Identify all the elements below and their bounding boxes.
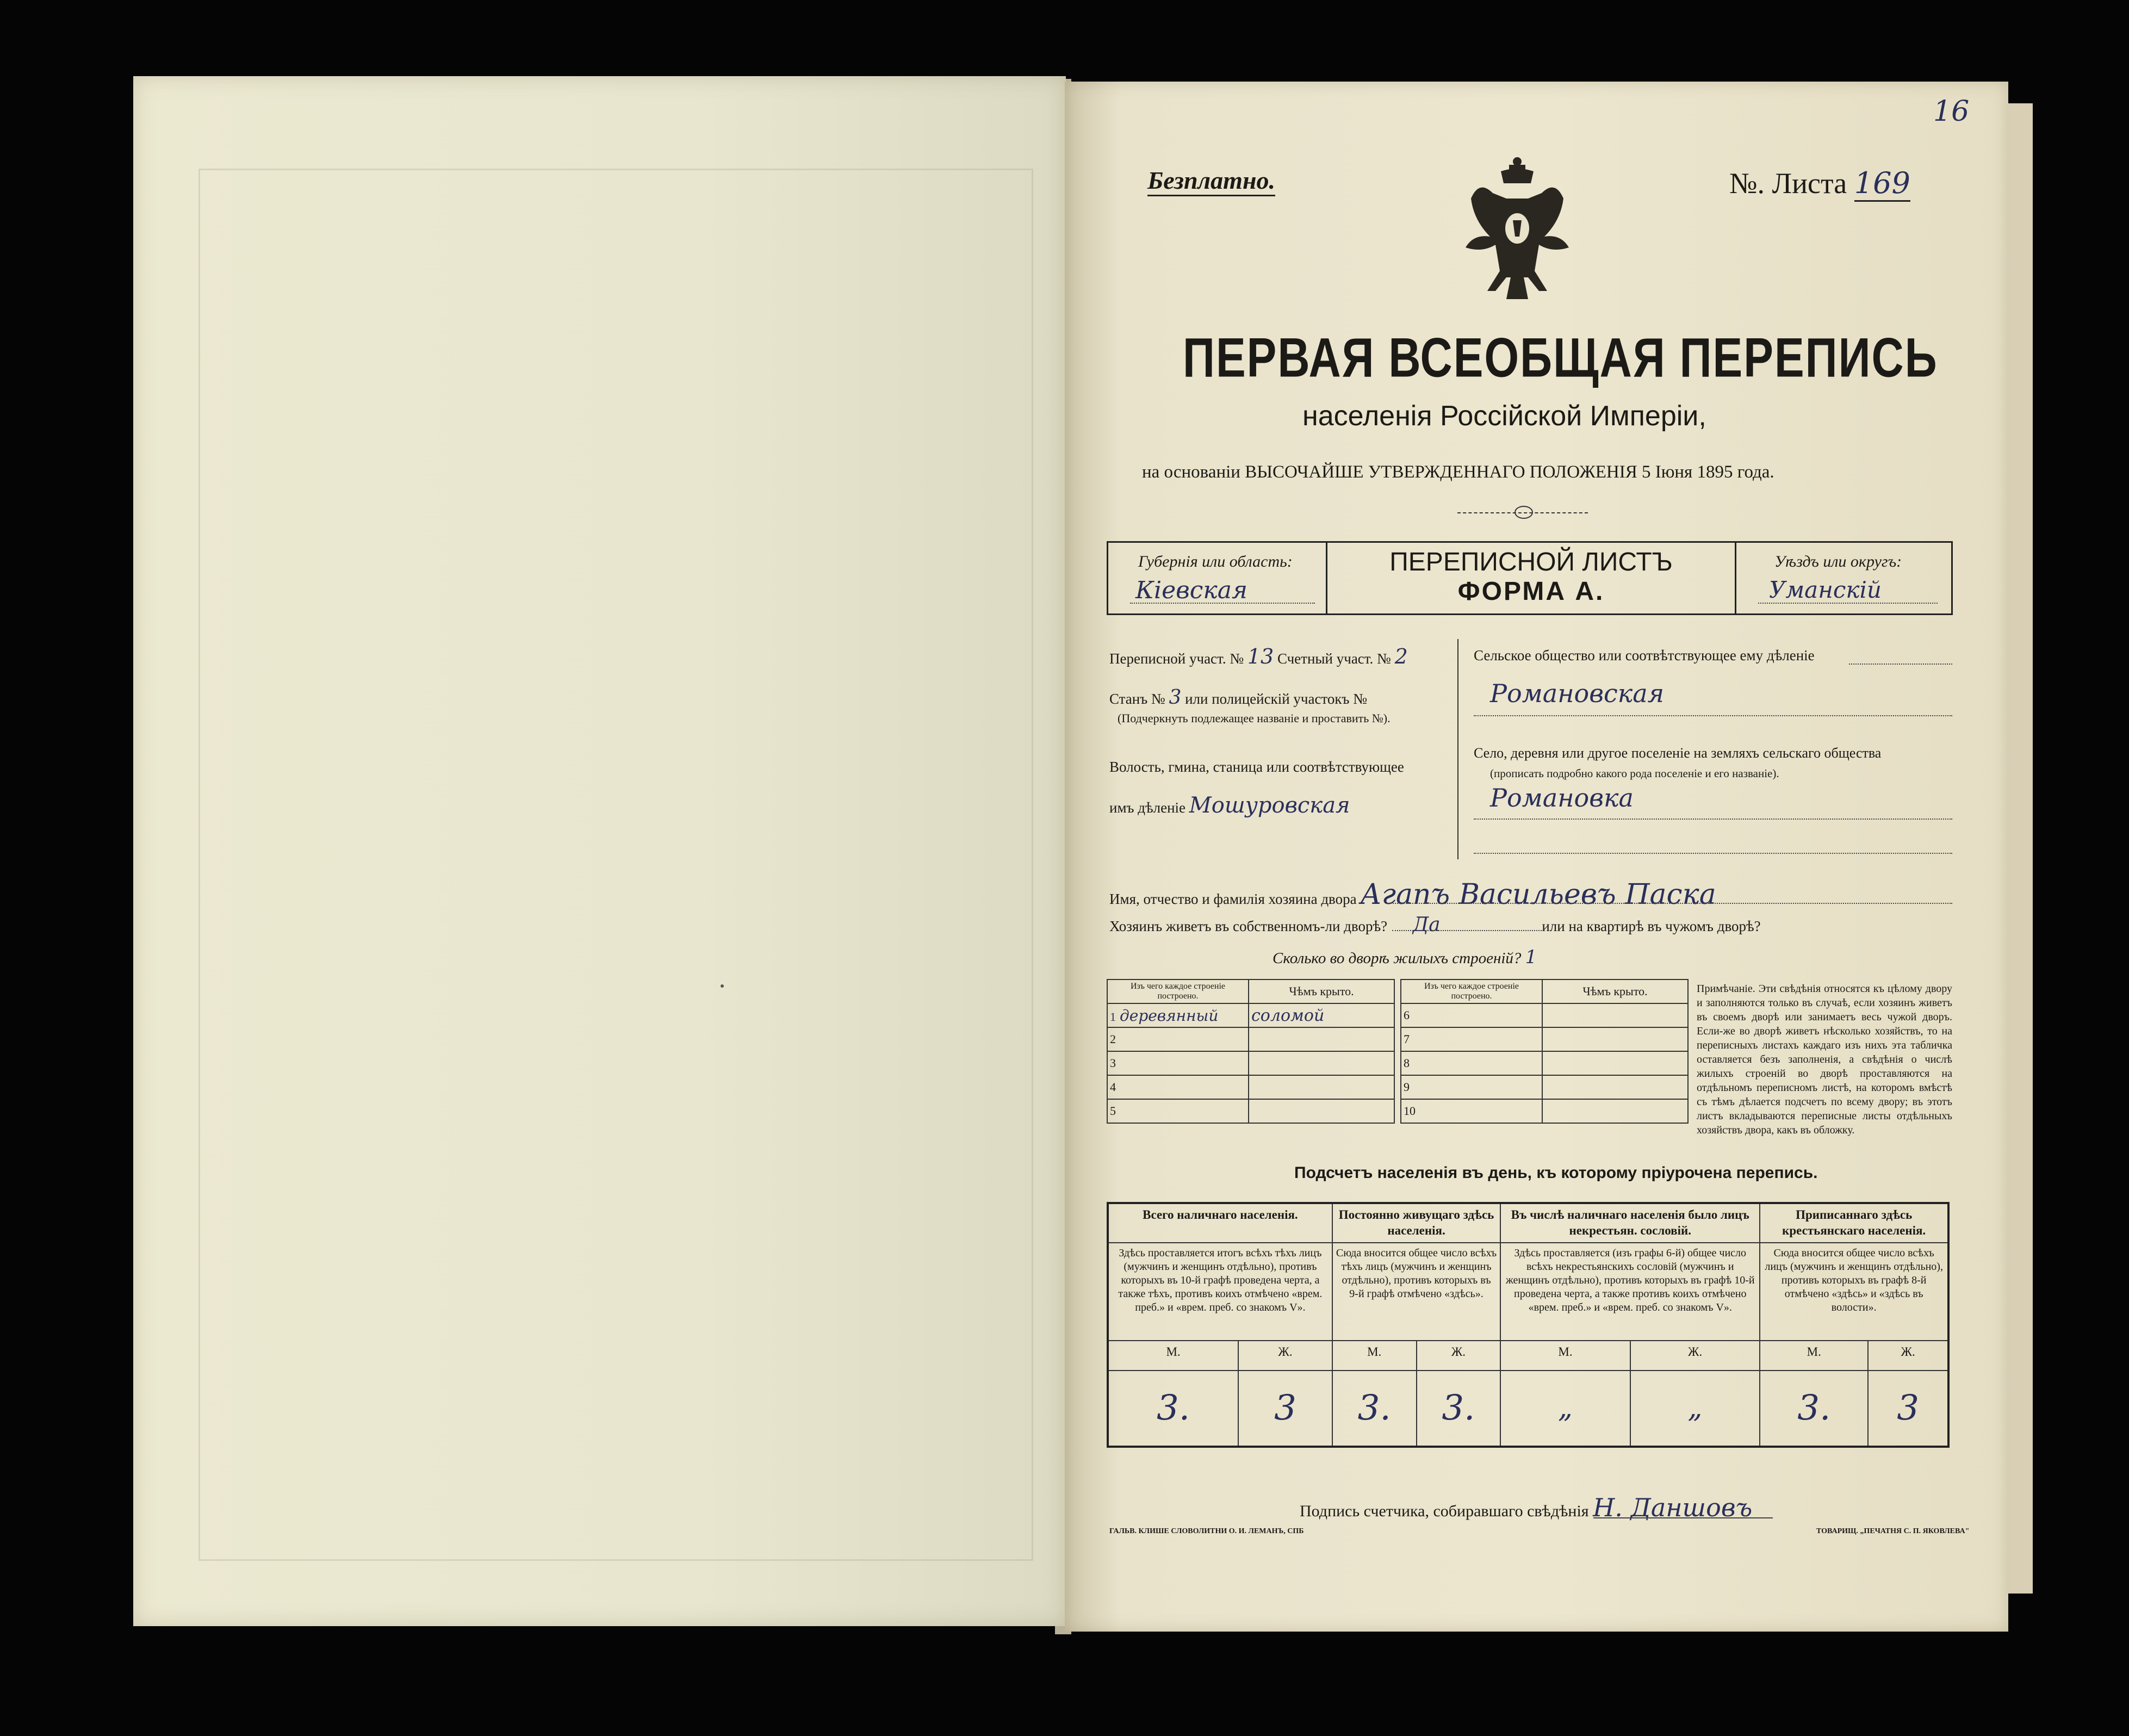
sheet-number: 169 xyxy=(1854,166,1910,202)
society-label-line xyxy=(1849,664,1952,665)
structure-row-6: 6 xyxy=(1401,1003,1542,1027)
material-header-right: Изъ чего каждое строеніе построено. xyxy=(1401,979,1542,1003)
stan-label: Станъ № xyxy=(1109,691,1165,707)
stan-value: 3 xyxy=(1169,686,1182,709)
owner-value: Агапъ Васильевъ Паска xyxy=(1360,878,1716,911)
structure-row-9: 9 xyxy=(1401,1075,1542,1099)
printer-right: ТОВАРИЩ. „ПЕЧАТНЯ С. П. ЯКОВЛЕВА" xyxy=(1816,1527,1970,1535)
group-3-f-label: Ж. xyxy=(1630,1341,1760,1371)
structures-note: Примѣчаніе. Эти свѣдѣнія относятся къ цѣлому двору и заполняются только въ случаѣ, если хозяинъ живетъ въ своемъ дворѣ или занимаетъ весь чужой дворъ. Если-же во дворѣ живетъ нѣсколько хозяйствъ, то на переписныхъ листахъ каждаго изъ нихъ эта табличка оставляется безъ заполненія, а свѣдѣнія о числѣ жилыхъ строеній во дворѣ проставляются на отдѣльномъ переписномъ листѣ, на которомъ вмѣстѣ съ тѣмъ дѣлается подсчетъ по всему двору; въ этотъ листъ вкладываются переписные листы отдѣльныхъ хозяйствъ двора, какъ въ обложку. xyxy=(1697,983,1952,1136)
group-1-desc: Здѣсь проставляется итогъ всѣхъ тѣхъ лицъ (мужчинъ и женщинъ отдѣльно), противъ которыхъ въ 10-й графѣ проведена черта, а также тѣхъ, противъ коихъ отмѣчено «врем. преб.» и «врем. преб. со знакомъ V». xyxy=(1108,1243,1332,1341)
signature-label: Подпись счетчика, собиравшаго свѣдѣнія xyxy=(1300,1502,1589,1520)
police-label: или полицейскій участокъ № xyxy=(1185,691,1367,707)
society-label: Сельское общество или соотвѣтствующее ему дѣленіе xyxy=(1474,647,1815,664)
village-extra-line xyxy=(1474,853,1952,854)
structure-row-3: 3 xyxy=(1107,1051,1249,1075)
underline-note: (Подчеркнуть подлежащее названіе и проставить №). xyxy=(1118,711,1391,725)
volost-label-2: имъ дѣленіе xyxy=(1109,799,1186,816)
gubernia-line xyxy=(1130,603,1315,604)
own-yard-label: Хозяинъ живетъ въ собственномъ-ли дворѣ? xyxy=(1109,918,1388,934)
form-subtitle: населенія Россійской Имперіи, xyxy=(1302,400,1706,432)
village-value-line xyxy=(1474,819,1952,820)
left-blank-page xyxy=(133,76,1066,1626)
uezd-value: Уманскій xyxy=(1769,576,1882,603)
group-1-f-label: Ж. xyxy=(1238,1341,1332,1371)
volost-value: Мошуровская xyxy=(1189,793,1350,818)
group-1-title: Всего наличнаго населенія. xyxy=(1108,1203,1332,1243)
legal-basis-line: на основаніи ВЫСОЧАЙШЕ УТВЕРЖДЕННАГО ПОЛОЖЕНІЯ 5 Іюня 1895 года. xyxy=(1142,462,1774,482)
form-name: ФОРМА А. xyxy=(1457,577,1605,606)
sheet-label: №. Листа xyxy=(1729,167,1847,200)
group-2-m-label: М. xyxy=(1332,1341,1417,1371)
signature-line xyxy=(1593,1517,1773,1518)
field-column-divider xyxy=(1457,639,1458,859)
roof-header: Чѣмъ крыто. xyxy=(1249,979,1394,1003)
census-section-label: Переписной участ. № xyxy=(1109,650,1244,667)
owner-label: Имя, отчество и фамилія хозяина двора xyxy=(1109,891,1357,907)
census-section-row xyxy=(1109,644,1408,668)
population-heading: Подсчетъ населенія въ день, къ которому пріурочена перепись. xyxy=(1294,1164,1818,1182)
group-4-m-label: М. xyxy=(1760,1341,1868,1371)
structure-row-1: 1 деревянный xyxy=(1107,1003,1249,1027)
group-3-f-value: „ xyxy=(1630,1371,1760,1447)
free-label: Безплатно. xyxy=(1147,166,1275,196)
group-3-m-label: М. xyxy=(1500,1341,1630,1371)
signature-value: Н. Даншовъ xyxy=(1593,1493,1753,1522)
group-3-desc: Здѣсь проставляется (изъ графы 6-й) общее число всѣхъ некрестьянскихъ сословій (мужчинъ и женщинъ отдѣльно), противъ которыхъ въ графѣ 10-й проведена черта, а также противъ коихъ отмѣчено «врем. преб.» и «врем. преб. со знакомъ V». xyxy=(1500,1243,1760,1341)
own-yard-line xyxy=(1392,930,1542,931)
uezd-line xyxy=(1758,603,1938,604)
structure-row-5: 5 xyxy=(1107,1099,1249,1123)
residence-row xyxy=(1109,914,1761,936)
paper-speck xyxy=(721,984,724,988)
group-3-title: Въ числѣ наличнаго населенія было лицъ некрестьян. сословій. xyxy=(1500,1203,1760,1243)
bleed-through-frame xyxy=(198,169,1033,1561)
group-2-f-value: 3. xyxy=(1417,1371,1501,1447)
volost-row xyxy=(1109,793,1350,818)
gubernia-value: Кіевская xyxy=(1135,576,1248,604)
printer-left: ГАЛЬВ. КЛИШЕ СЛОВОЛИТНИ О. И. ЛЕМАНЪ, СПБ xyxy=(1109,1527,1304,1535)
buildings-label: Сколько во дворѣ жилыхъ строеній? xyxy=(1273,950,1522,967)
own-yard-value: Да xyxy=(1412,914,1441,936)
count-section-label: Счетный участ. № xyxy=(1277,650,1391,667)
structure-roof-1: соломой xyxy=(1249,1003,1394,1027)
volost-label-1: Волость, гмина, станица или соотвѣтствующее xyxy=(1109,759,1404,775)
structure-row-2: 2 xyxy=(1107,1027,1249,1051)
structures-table-right xyxy=(1400,979,1689,1124)
group-2-desc: Сюда вносится общее число всѣхъ тѣхъ лицъ (мужчинъ и женщинъ отдѣльно), противъ которыхъ въ 9-й графѣ отмѣчено «здѣсь». xyxy=(1332,1243,1500,1341)
form-header-box xyxy=(1107,541,1953,615)
sheet-title: ПЕРЕПИСНОЙ ЛИСТЪ xyxy=(1389,548,1673,576)
stan-row xyxy=(1109,686,1367,709)
group-2-f-label: Ж. xyxy=(1417,1341,1501,1371)
structures-table-left xyxy=(1107,979,1395,1124)
group-3-m-value: „ xyxy=(1500,1371,1630,1447)
buildings-value: 1 xyxy=(1525,946,1537,968)
population-table xyxy=(1107,1202,1950,1448)
uezd-cell xyxy=(1735,543,1951,613)
corner-number: 16 xyxy=(1933,95,1970,128)
group-4-desc: Сюда вносится общее число всѣхъ лицъ (мужчинъ и женщинъ отдѣльно), противъ которыхъ въ графѣ 8-й отмѣчено «здѣсь» и «здѣсь въ волости». xyxy=(1760,1243,1948,1341)
group-1-m-value: 3. xyxy=(1108,1371,1238,1447)
double-headed-eagle-icon xyxy=(1463,155,1572,305)
uezd-label: Уѣздъ или округъ: xyxy=(1774,553,1902,571)
structure-row-7: 7 xyxy=(1401,1027,1542,1051)
gubernia-cell xyxy=(1108,543,1327,613)
group-4-m-value: 3. xyxy=(1760,1371,1868,1447)
page-edge xyxy=(2008,103,2033,1594)
form-main-title: ПЕРВАЯ ВСЕОБЩАЯ ПЕРЕПИСЬ xyxy=(1183,327,1938,389)
divider-ornament-icon xyxy=(1514,506,1533,519)
structure-row-8: 8 xyxy=(1401,1051,1542,1075)
buildings-row xyxy=(1273,946,1537,968)
group-4-f-value: 3 xyxy=(1868,1371,1948,1447)
count-section-value: 2 xyxy=(1394,644,1408,668)
society-value-line xyxy=(1474,715,1952,716)
gubernia-label: Губернія или область: xyxy=(1138,553,1293,571)
group-4-title: Приписаннаго здѣсь крестьянскаго населенія. xyxy=(1760,1203,1948,1243)
group-4-f-label: Ж. xyxy=(1868,1341,1948,1371)
sheet-number-label xyxy=(1729,166,1910,200)
owner-row xyxy=(1109,878,1716,911)
material-header: Изъ чего каждое строеніе построено. xyxy=(1107,979,1249,1003)
village-label: Село, деревня или другое поселеніе на земляхъ сельскаго общества xyxy=(1474,745,1882,761)
structure-row-10: 10 xyxy=(1401,1099,1542,1123)
village-value: Романовка xyxy=(1490,783,1634,813)
rent-label: или на квартирѣ въ чужомъ дворѣ? xyxy=(1542,918,1761,934)
group-2-title: Постоянно живущаго здѣсь населенія. xyxy=(1332,1203,1500,1243)
structure-row-4: 4 xyxy=(1107,1075,1249,1099)
roof-header-right: Чѣмъ крыто. xyxy=(1542,979,1688,1003)
group-1-f-value: 3 xyxy=(1238,1371,1332,1447)
group-1-m-label: М. xyxy=(1108,1341,1238,1371)
owner-line xyxy=(1387,903,1952,904)
group-2-m-value: 3. xyxy=(1332,1371,1417,1447)
census-section-value: 13 xyxy=(1247,644,1274,668)
village-note: (прописать подробно какого рода поселеніе и его названіе). xyxy=(1490,767,1779,780)
society-value: Романовская xyxy=(1490,679,1665,708)
